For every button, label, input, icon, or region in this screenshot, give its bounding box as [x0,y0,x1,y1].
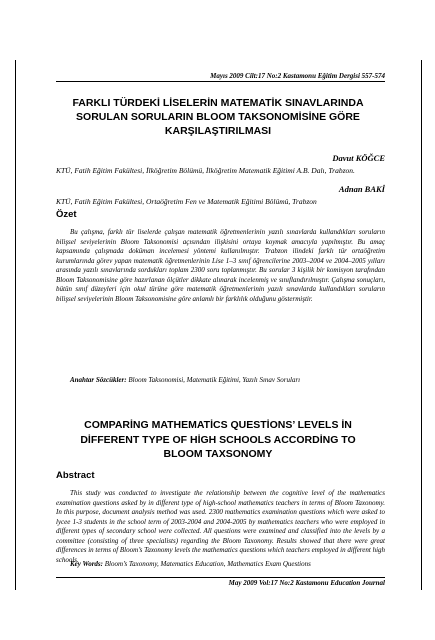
english-title: COMPARİNG MATHEMATİCS QUESTİONS’ LEVELS İN DİFFERENT TYPE OF HİGH SCHOOLS ACCORDİNG TO BLOOM TAXSONOMY [80,419,356,460]
journal-footer: May 2009 Vol:17 No:2 Kastamonu Education Journal [228,579,385,587]
turkish-keywords-label: Anahtar Sözcükler: [70,376,127,384]
author-2-affiliation: KTÜ, Fatih Eğitim Fakültesi, Ortaöğretim Fen ve Matematik Eğitimi Bölümü, Trabzon [56,197,317,206]
header-rule [56,81,385,82]
turkish-keywords [56,376,385,384]
abstract-heading: Abstract [56,470,95,481]
english-keywords-text: Bloom’s Taxonomy, Matematics Education, Mathematics Exam Questions [104,560,311,568]
journal-header: Mayıs 2009 Cilt:17 No:2 Kastamonu Eğitim Dergisi 557-574 [210,72,385,80]
english-keywords [56,560,385,568]
footer-rule [56,577,385,578]
turkish-title: FARKLI TÜRDEKİ LİSELERİN MATEMATİK SINAVLARINDA SORULAN SORULARIN BLOOM TAKSONOMİSİNE GÖRE KARŞILAŞTIRILMASI [72,97,364,137]
abstract-text: This study was conducted to investigate the relationship between the cognitive level of the mathematics examination questions asked by in different type of high-school mathematics teachers in terms of Bloom Taxonomy. In this purpose, document analysis method was used. 2300 mathematics examination questions which were asked to lycee 1-3 students in the school term of 2003-2004 and 2004-2005 by mathematics teachers who were employed in different types of secondary school were collected. All questions were examined and classified into the levels by a committee (consisting of three specialists) regarding the Bloom Taxonomy. Results showed that there were great differences in terms of Bloom’s Taxonomy levels the mathematics questions which teachers employed in different high schools. [56,489,386,564]
ozet-heading: Özet [56,209,77,220]
english-keywords-label: Key Words: [70,560,103,568]
author-1-affiliation: KTÜ, Fatih Eğitim Fakültesi, İlköğretim Bölümü, İlköğretim Matematik Eğitimi A.B. Dalı, Trabzon. [56,166,355,175]
turkish-keywords-text: Bloom Taksonomisi, Matematik Eğitimi, Yazılı Sınav Soruları [128,376,301,384]
author-2: Adnan BAKİ [338,184,385,194]
ozet-text: Bu çalışma, farklı tür liselerde çalışan matematik öğretmenlerinin yazılı sınavlarda kullandıkları soruların bilişsel seviyelerinin Bloom Taksonomisi açısından ilişkisini ortaya koymak amacıyla yapılmıştır. Bu amaç kapsamında çalışmada doküman incelemesi yöntemi kullanılmıştır. Trabzon ilindeki farklı tür ortaöğretim kurumlarında görev yapan matematik öğretmenlerinin Lise 1–3 sınıf öğrencilerine 2003–2004 ve 2004–2005 yılları arasında yazılı sınavlarında sordukları toplam 2300 soru toplanmıştır. Bu sorular 3 kişilik bir komisyon tarafından Bloom Taksonomisine göre hazırlanan ölçütler dikkate alınarak incelenmiş ve sınıflandırılmıştır. Çalışma sonuçları, bütün sınıf düzeyleri için okul türüne göre matematik öğretmenlerinin yazılı sınavlarda kullandıkları soruların bilişsel seviyelerinin Bloom Taksonomisine göre anlamlı bir farklılık olduğunu göstermiştir. [56,228,385,303]
author-1: Davut KÖĞCE [332,153,385,163]
